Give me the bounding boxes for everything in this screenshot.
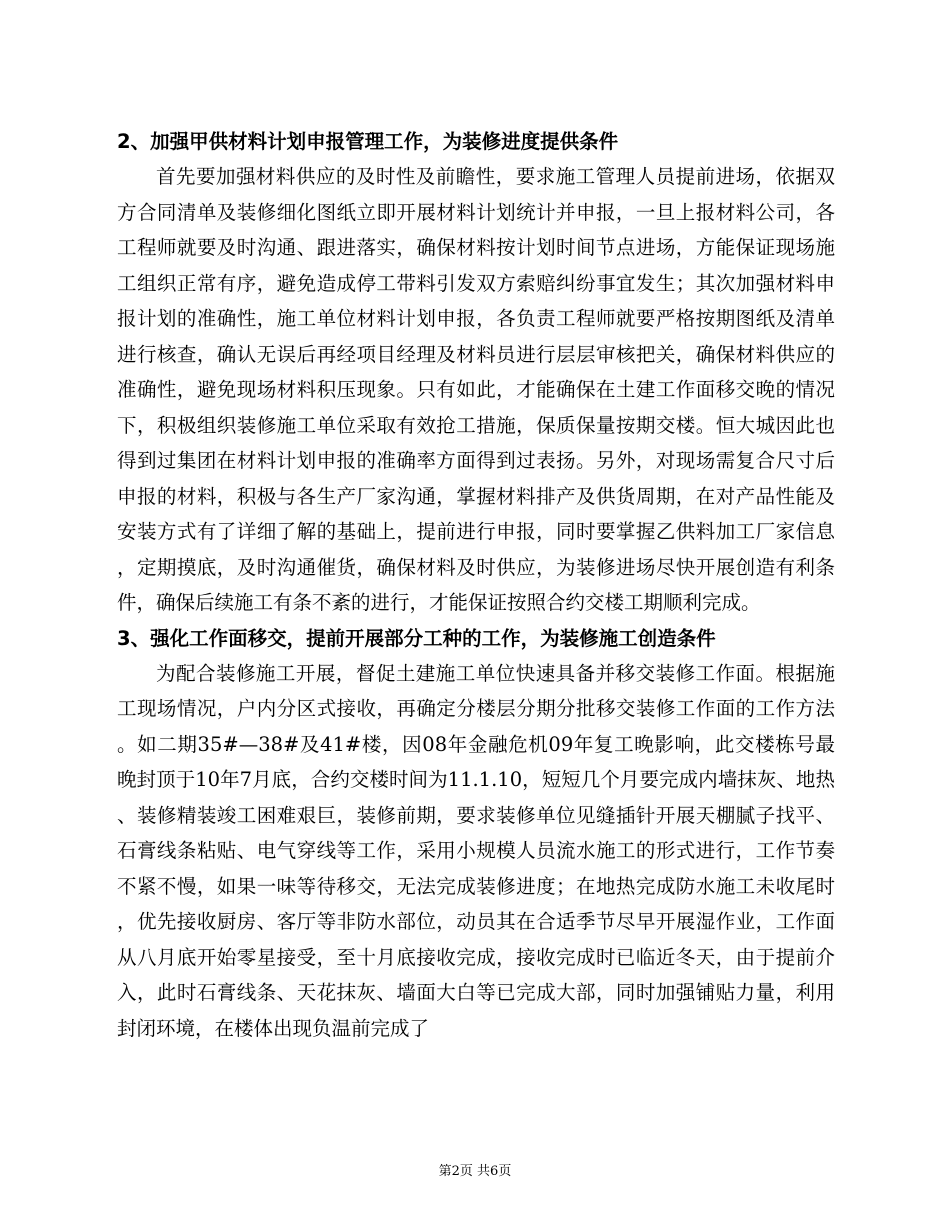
section-2-heading: 2、加强甲供材料计划申报管理工作，为装修进度提供条件 [117, 130, 619, 153]
document-body [117, 124, 835, 1046]
section-2-paragraph: 首先要加强材料供应的及时性及前瞻性，要求施工管理人员提前进场，依据双方合同清单及装修细化图纸立即开展材料计划统计并申报，一旦上报材料公司，各工程师就要及时沟通、跟进落实，确保材料按计划时间节点进场，方能保证现场施工组织正常有序，避免造成停工带料引发双方索赔纠纷事宜发生；其次加强材料申报计划的准确性，施工单位材料计划申报，各负责工程师就要严格按期图纸及清单进行核查，确认无误后再经项目经理及材料员进行层层审核把关，确保材料供应的准确性，避免现场材料积压现象。只有如此，才能确保在土建工作面移交晚的情况下，积极组织装修施工单位采取有效抢工措施，保质保量按期交楼。恒大城因此也得到过集团在材料计划申报的准确率方面得到过表扬。另外，对现场需复合尺寸后申报的材料，积极与各生产厂家沟通，掌握材料排产及供货周期，在对产品性能及安装方式有了详细了解的基础上，提前进行申报，同时要掌握乙供料加工厂家信息，定期摸底，及时沟通催货，确保材料及时供应，为装修进场尽快开展创造有利条件，确保后续施工有条不紊的进行，才能保证按照合约交楼工期顺利完成。 [117, 165, 835, 614]
section-3-heading: 3、强化工作面移交，提前开展部分工种的工作，为装修施工创造条件 [117, 626, 716, 650]
page-number-footer: 第2页 共6页 [438, 1164, 512, 1179]
section-3-paragraph: 为配合装修施工开展，督促土建施工单位快速具备并移交装修工作面。根据施工现场情况，户内分区式接收，再确定分楼层分期分批移交装修工作面的工作方法。如二期35#—38#及41#楼，因08年金融危机09年复工晚影响，此交楼栋号最晚封顶于10年7月底，合约交楼时间为11.1.10，短短几个月要完成内墙抹灰、地热、装修精装竣工困难艰巨，装修前期，要求装修单位见缝插针开展天棚腻子找平、石膏线条粘贴、电气穿线等工作，采用小规模人员流水施工的形式进行，工作节奏不紧不慢，如果一味等待移交，无法完成装修进度；在地热完成防水施工未收尾时，优先接收厨房、客厅等非防水部位，动员其在合适季节尽早开展湿作业，工作面从八月底开始零星接受，至十月底接收完成，接收完成时已临近冬天，由于提前介入，此时石膏线条、天花抹灰、墙面大白等已完成大部，同时加强铺贴力量，利用封闭环境，在楼体出现负温前完成了 [117, 661, 835, 1040]
